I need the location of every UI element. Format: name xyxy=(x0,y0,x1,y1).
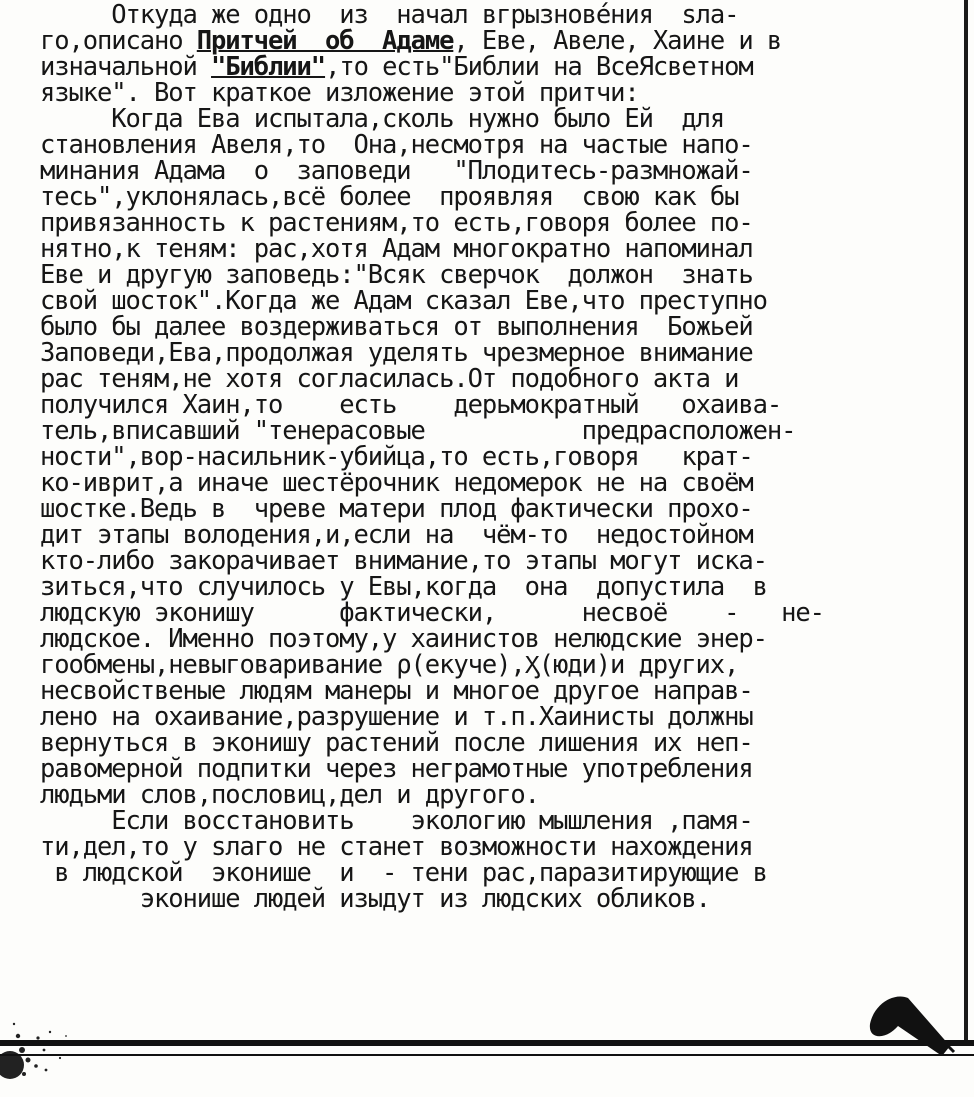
text-line xyxy=(40,80,950,106)
text-span: несвойственые людям манеры и многое другое направ- xyxy=(40,676,753,706)
text-span: зиться,что случилось у Евы,когда она допустила в xyxy=(40,572,767,602)
text-span: становления Авеля,то Она,несмотря на частые напо- xyxy=(40,130,753,160)
text-span: го,описано xyxy=(40,26,197,56)
text-line xyxy=(40,444,950,470)
text-span: людскую эконишу фактически, несвоё - не- xyxy=(40,598,824,628)
text-span: рас теням,не хотя согласилась.От подобного акта и xyxy=(40,364,739,394)
text-line xyxy=(40,236,950,262)
text-line xyxy=(40,158,950,184)
text-span: , Еве, Авеле, Хаине и в xyxy=(453,26,782,56)
text-span: тель,вписавший "тенерасовые предрасположен- xyxy=(40,416,796,446)
text-span: Откуда же одно из начал вгрызновéния sла- xyxy=(40,0,739,30)
text-line xyxy=(40,392,950,418)
text-span: кто-либо закорачивает внимание,то этапы могут иска- xyxy=(40,546,767,576)
text-line xyxy=(40,600,950,626)
text-line xyxy=(40,418,950,444)
text-span: минания Адама о заповеди "Плодитесь-размножай- xyxy=(40,156,753,186)
text-line xyxy=(40,886,950,912)
text-span: свой шосток".Когда же Адам сказал Еве,что преступно xyxy=(40,286,767,316)
text-line xyxy=(40,808,950,834)
pen-nib-drawing xyxy=(850,976,960,1062)
text-line xyxy=(40,262,950,288)
text-span: лено на охаивание,разрушение и т.п.Хаинисты должны xyxy=(40,702,753,732)
text-span: Когда Ева испытала,сколь нужно было Ей для xyxy=(40,104,725,134)
text-line xyxy=(40,522,950,548)
text-span: в людской эконише и - тени рас,паразитирующие в xyxy=(40,858,767,888)
bottom-border-rule xyxy=(0,1040,974,1046)
text-line xyxy=(40,834,950,860)
text-span: Заповеди,Ева,продолжая уделять чрезмерное внимание xyxy=(40,338,753,368)
text-line xyxy=(40,704,950,730)
text-span: было бы далее воздерживаться от выполнения Божьей xyxy=(40,312,753,342)
text-span: языке". Вот краткое изложение этой притчи: xyxy=(40,78,639,108)
text-span: людское. Именно поэтому,у хаинистов нелюдские энер- xyxy=(40,624,767,654)
text-line xyxy=(40,496,950,522)
text-span: ности",вор-насильник-убийца,то есть,говоря крат- xyxy=(40,442,753,472)
text-span: изначальной xyxy=(40,52,212,82)
text-line xyxy=(40,782,950,808)
text-line xyxy=(40,28,950,54)
text-line xyxy=(40,314,950,340)
text-line xyxy=(40,54,950,80)
text-line xyxy=(40,678,950,704)
text-span: эконише людей изыдут из людских обликов. xyxy=(40,884,710,914)
text-span: Если восстановить экологию мышления ,памя- xyxy=(40,806,753,836)
text-line xyxy=(40,210,950,236)
emphasized-text: "Библии" xyxy=(211,52,326,82)
text-span: гообмены,невыговаривание ρ(екуче),Ӽ(юди)и других, xyxy=(40,650,739,680)
text-line xyxy=(40,132,950,158)
text-line xyxy=(40,288,950,314)
right-border-rule xyxy=(964,0,968,1040)
text-span: ко-иврит,а иначе шестёрочник недомерок не на своём xyxy=(40,468,753,498)
emphasized-text: Притчей об Адаме xyxy=(196,26,454,56)
text-span: тесь",уклонялась,всё более проявляя свою как бы xyxy=(40,182,739,212)
text-span: вернуться в эконишу растений после лишения их неп- xyxy=(40,728,753,758)
text-line xyxy=(40,340,950,366)
text-span: нятно,к теням: рас,хотя Адам многократно напоминал xyxy=(40,234,753,264)
ink-smudge-decoration xyxy=(0,970,110,1080)
text-line xyxy=(40,106,950,132)
text-line xyxy=(40,652,950,678)
text-line xyxy=(40,626,950,652)
text-line xyxy=(40,574,950,600)
text-span: дит этапы володения,и,если на чём-то недостойном xyxy=(40,520,753,550)
text-span: ти,дел,то у sлаго не станет возможности нахождения xyxy=(40,832,753,862)
text-line xyxy=(40,730,950,756)
text-line xyxy=(40,184,950,210)
bottom-border-rule-thin xyxy=(0,1054,974,1056)
text-line xyxy=(40,366,950,392)
text-span: Еве и другую заповедь:"Всяк сверчок должон знать xyxy=(40,260,753,290)
text-line xyxy=(40,2,950,28)
body-text xyxy=(40,2,950,912)
text-span: людьми слов,пословиц,дел и другого. xyxy=(40,780,539,810)
text-line xyxy=(40,756,950,782)
text-span: привязанность к растениям,то есть,говоря более по- xyxy=(40,208,753,238)
text-span: равомерной подпитки через неграмотные употребления xyxy=(40,754,753,784)
text-span: шостке.Ведь в чреве матери плод фактически прохо- xyxy=(40,494,753,524)
text-span: ,то есть"Библии на ВсеЯсветном xyxy=(325,52,753,82)
text-span: получился Хаин,то есть дерьмократный охаива- xyxy=(40,390,782,420)
text-line xyxy=(40,548,950,574)
text-line xyxy=(40,470,950,496)
text-line xyxy=(40,860,950,886)
